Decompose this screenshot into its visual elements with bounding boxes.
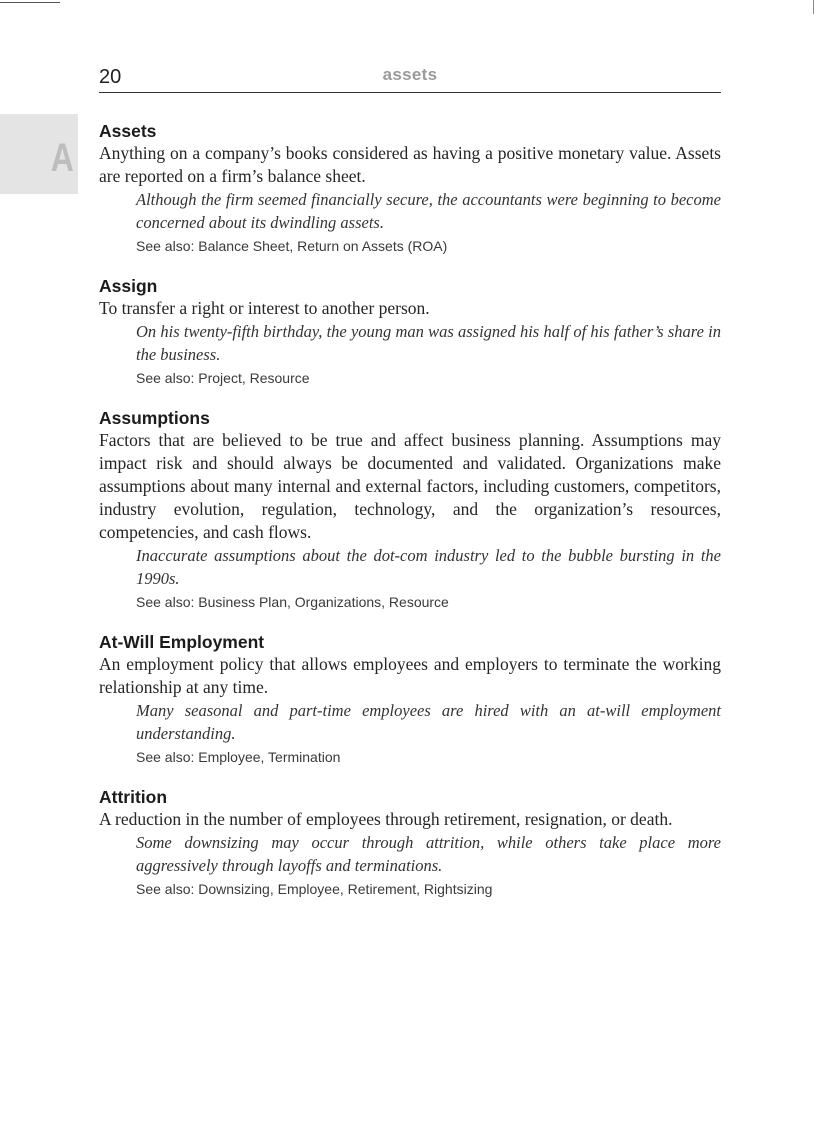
- glossary-entry: [99, 275, 721, 388]
- entry-example: Many seasonal and part-time employees are hired with an at-will employment understanding.: [136, 701, 721, 743]
- crop-mark: [0, 2, 60, 3]
- entry-definition: An employment policy that allows employees and employers to terminate the working relationship at any time.: [99, 654, 721, 697]
- entry-definition: Anything on a company’s books considered as having a positive monetary value. Assets are reported on a firm’s balance sheet.: [99, 143, 721, 186]
- thumb-index-letter: A: [50, 136, 74, 180]
- entry-see-also: See also: Business Plan, Organizations, Resource: [136, 594, 449, 610]
- glossary-entry: [99, 631, 721, 767]
- entry-see-also: See also: Project, Resource: [136, 370, 310, 386]
- entry-term: Assumptions: [99, 408, 210, 428]
- entry-example: Some downsizing may occur through attrition, while others take place more aggressively through layoffs and terminations.: [136, 833, 721, 875]
- entry-example: Although the firm seemed financially secure, the accountants were beginning to become concerned about its dwindling assets.: [136, 190, 721, 232]
- glossary-entry: [99, 786, 721, 899]
- entry-example: On his twenty-fifth birthday, the young man was assigned his half of his father’s share in the business.: [136, 322, 721, 364]
- entry-see-also: See also: Downsizing, Employee, Retirement, Rightsizing: [136, 881, 493, 897]
- entry-definition: To transfer a right or interest to another person.: [99, 298, 430, 318]
- entry-see-also: See also: Balance Sheet, Return on Assets (ROA): [136, 238, 448, 254]
- entry-see-also: See also: Employee, Termination: [136, 749, 341, 765]
- crop-mark: [813, 0, 814, 14]
- entry-term: Attrition: [99, 787, 168, 807]
- thumb-index-tab: [0, 114, 78, 194]
- entry-definition: Factors that are believed to be true and affect business planning. Assumptions may impact risk and should always be documented and validated. Organizations make assumptions about many internal and external factors, including customers, competitors, industry evolution, regulation, technology, and the organization’s resources, competencies, and cash flows.: [99, 430, 721, 542]
- entry-example: Inaccurate assumptions about the dot-com industry led to the bubble bursting in the 1990s.: [136, 546, 721, 588]
- page-number: 20: [99, 66, 122, 88]
- entry-definition: A reduction in the number of employees through retirement, resignation, or death.: [99, 809, 673, 829]
- running-head: assets: [382, 65, 438, 84]
- entry-term: Assign: [99, 276, 158, 296]
- glossary-entry: [99, 120, 721, 256]
- entry-term: Assets: [99, 121, 157, 141]
- glossary-content: [99, 120, 721, 918]
- glossary-entry: [99, 407, 721, 612]
- entry-term: At-Will Employment: [99, 632, 265, 652]
- page-header: [99, 62, 721, 93]
